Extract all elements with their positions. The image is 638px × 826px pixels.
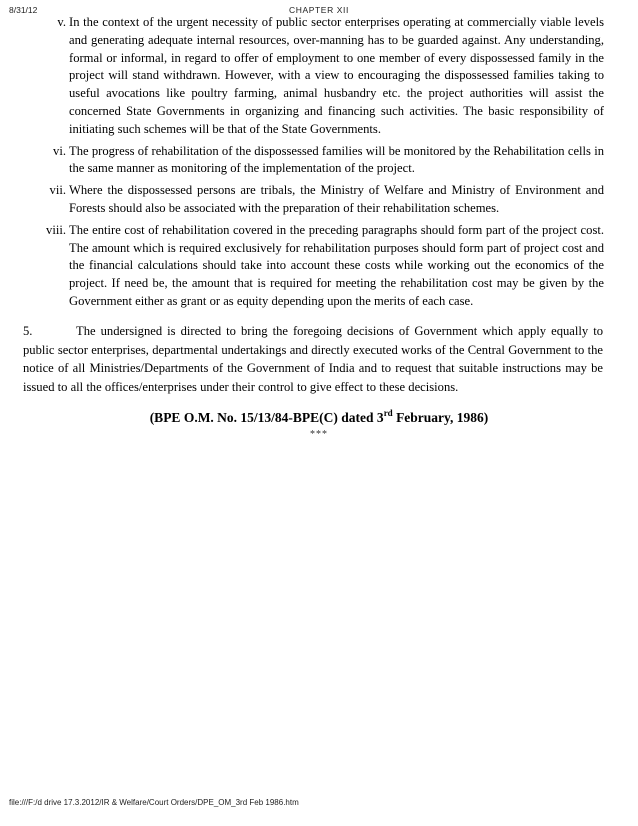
list-item-vi — [0, 143, 638, 179]
citation-main: (BPE O.M. No. 15/13/84-BPE(C) dated 3 — [149, 410, 384, 425]
paragraph-number: 5. — [23, 324, 33, 338]
paragraph-5 — [23, 322, 603, 396]
list-item-v — [0, 14, 638, 139]
item-text: The progress of rehabilitation of the dispossessed families will be monitored by the Rehabilitation cells in the same manner as monitoring of the implementation of the project. — [69, 143, 604, 176]
item-number: vii. — [49, 183, 66, 198]
om-citation — [0, 408, 638, 426]
chapter-title: CHAPTER XII — [289, 5, 349, 15]
citation-ordinal: rd — [383, 408, 393, 418]
numbered-list — [0, 14, 638, 315]
item-number: vi. — [53, 143, 66, 158]
item-text: Where the dispossessed persons are tribals, the Ministry of Welfare and Ministry of Environment and Forests should also be associated with the preparation of their rehabilitation schemes. — [69, 183, 604, 215]
list-item-viii — [0, 222, 638, 311]
paragraph-text: The undersigned is directed to bring the foregoing decisions of Government which apply equally to public sector enterprises, departmental undertakings and directly executed works of the Central Government to the notice of all Ministries/Departments of the Government of India and to request that suitable instructions may be issued to all the offices/enterprises under their control to give effect to these decisions. — [23, 324, 603, 394]
print-date: 8/31/12 — [9, 5, 38, 15]
end-marker: *** — [310, 429, 328, 440]
item-number: v. — [57, 15, 66, 29]
file-path-footer: file:///F:/d drive 17.3.2012/IR & Welfare/Court Orders/DPE_OM_3rd Feb 1986.htm — [9, 798, 299, 807]
item-text: The entire cost of rehabilitation covered in the preceding paragraphs should form part of the project cost. The amount which is required exclusively for rehabilitation purposes should form part of project cost and the financial calculations should take into account these costs while working out the economics of the project. If need be, the amount that is required for meeting the rehabilitation cost may be given by the Government either as grant or as equity depending upon the merits of each case. — [69, 222, 604, 308]
item-text: In the context of the urgent necessity of public sector enterprises operating at commercially viable levels and generating adequate internal resources, over-manning has to be guarded against. Any understanding, formal or informal, in regard to offer of employment to one member of every dispossessed family in the project will stand withdrawn. However, with a view to encouraging the dispossessed families taking to useful avocations like poultry farming, animal husbandry etc. the project authorities will assist the concerned State Governments in organizing and financing such activities. The basic responsibility of initiating such schemes will be that of the State Governments. — [69, 15, 604, 136]
citation-date: February, 1986) — [392, 410, 489, 425]
list-item-vii — [0, 182, 638, 218]
item-number: viii. — [46, 222, 66, 237]
